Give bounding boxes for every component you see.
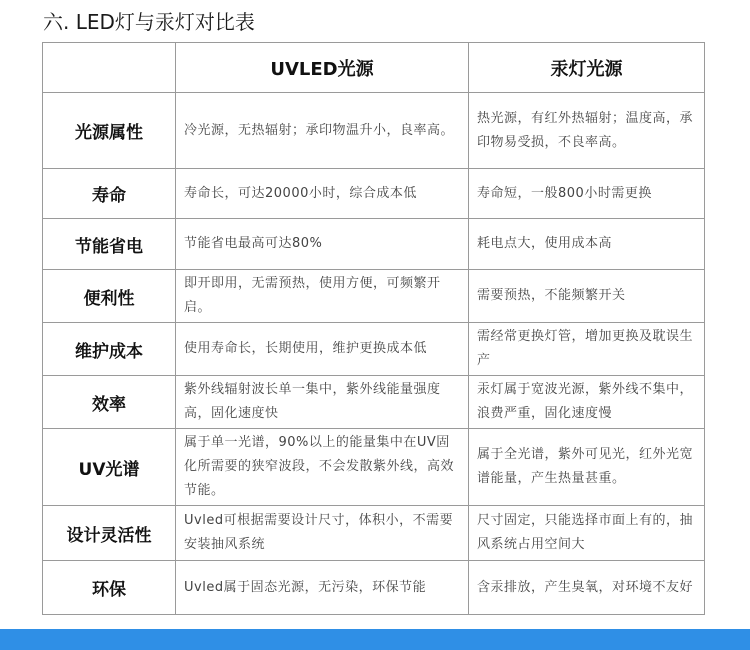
mercury-cell: 热光源，有红外热辐射；温度高，承印物易受损，不良率高。 <box>469 93 705 169</box>
uvled-cell: 寿命长，可达20000小时，综合成本低 <box>176 169 469 219</box>
row-attribute: UV光谱 <box>43 429 176 506</box>
mercury-cell: 寿命短，一般800小时需更换 <box>469 169 705 219</box>
mercury-cell: 属于全光谱，紫外可见光，红外光宽谱能量，产生热量甚重。 <box>469 429 705 506</box>
header-uvled: UVLED光源 <box>176 43 469 93</box>
header-mercury: 汞灯光源 <box>469 43 705 93</box>
uvled-cell: 节能省电最高可达80% <box>176 219 469 270</box>
mercury-cell: 耗电点大，使用成本高 <box>469 219 705 270</box>
comparison-table <box>42 42 705 615</box>
table-row <box>43 429 705 506</box>
table-row <box>43 506 705 561</box>
row-attribute: 节能省电 <box>43 219 176 270</box>
table-row <box>43 169 705 219</box>
table-row <box>43 93 705 169</box>
uvled-cell: 属于单一光谱，90%以上的能量集中在UV固化所需要的狭窄波段，不会发散紫外线，高效节能。 <box>176 429 469 506</box>
row-attribute: 设计灵活性 <box>43 506 176 561</box>
table-row <box>43 376 705 429</box>
section-heading: 六. LED灯与汞灯对比表 <box>43 10 255 34</box>
table-row <box>43 323 705 376</box>
row-attribute: 寿命 <box>43 169 176 219</box>
mercury-cell: 需经常更换灯管，增加更换及耽误生产 <box>469 323 705 376</box>
table-row <box>43 561 705 615</box>
mercury-cell: 含汞排放，产生臭氧，对环境不友好 <box>469 561 705 615</box>
uvled-cell: 即开即用，无需预热，使用方便，可频繁开启。 <box>176 270 469 323</box>
uvled-cell: 紫外线辐射波长单一集中，紫外线能量强度高，固化速度快 <box>176 376 469 429</box>
mercury-cell: 尺寸固定，只能选择市面上有的，抽风系统占用空间大 <box>469 506 705 561</box>
row-attribute: 效率 <box>43 376 176 429</box>
uvled-cell: Uvled属于固态光源，无污染，环保节能 <box>176 561 469 615</box>
header-empty-cell <box>43 43 176 93</box>
table-row <box>43 219 705 270</box>
table-row <box>43 270 705 323</box>
mercury-cell: 汞灯属于宽波光源，紫外线不集中，浪费严重，固化速度慢 <box>469 376 705 429</box>
uvled-cell: 使用寿命长，长期使用，维护更换成本低 <box>176 323 469 376</box>
uvled-cell: 冷光源，无热辐射；承印物温升小，良率高。 <box>176 93 469 169</box>
row-attribute: 便利性 <box>43 270 176 323</box>
uvled-cell: Uvled可根据需要设计尺寸，体积小，不需要安装抽风系统 <box>176 506 469 561</box>
row-attribute: 光源属性 <box>43 93 176 169</box>
bottom-accent-bar <box>0 629 750 650</box>
mercury-cell: 需要预热，不能频繁开关 <box>469 270 705 323</box>
row-attribute: 维护成本 <box>43 323 176 376</box>
row-attribute: 环保 <box>43 561 176 615</box>
table-header-row <box>43 43 705 93</box>
